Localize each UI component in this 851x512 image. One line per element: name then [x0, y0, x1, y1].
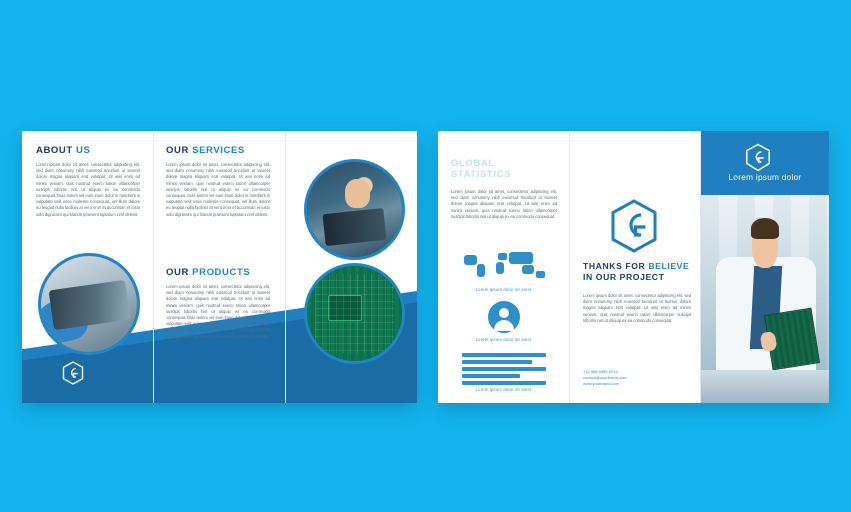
- thanks-title-b: BELIEVE: [648, 261, 690, 271]
- left-brochure-spread: [22, 131, 417, 403]
- about-us-heading: [36, 145, 140, 156]
- contact-phone[interactable]: +12 588 5489 5214: [583, 369, 618, 374]
- bar-chart-icon: [462, 353, 546, 388]
- brand-hexagon-logo: [62, 361, 84, 385]
- brand-hexagon-logo: [745, 143, 771, 172]
- scientist-holding-circuit-board-photo: [701, 195, 829, 403]
- panel-cover: [701, 131, 829, 403]
- thanks-heading: [583, 261, 691, 282]
- panel-thanks: [570, 131, 700, 403]
- statistics-title-line2: GLOBAL STATISTICS: [451, 158, 512, 180]
- panel-images: [286, 131, 417, 403]
- statistics-heading: [451, 147, 557, 180]
- contact-email[interactable]: contact@yourbrand.com: [583, 375, 627, 380]
- thanks-title-a: THANKS FOR: [583, 261, 646, 271]
- products-title-accent: PRODUCTS: [192, 267, 251, 278]
- panel-global-statistics: [438, 131, 569, 403]
- avatar-caption: Lorem ipsum dolor sit amet: [475, 337, 532, 342]
- statistics-title-line1: LAST YEAR: [451, 147, 511, 158]
- products-body: Lorem ipsum dolor sit amet, consectetur adipiscing elit, sed diam nonummy nibh euismod tincidunt ut laoreet dolore magna aliquam erat volutpat. Ut wisi enim ad minim veniam, quis nostrud exerci tation ullamcorper suscipit lobortis nisl ut aliquip ex ea commodo consequat. Duis autem vel eum iriure dolor in hendrerit in vulputate velit esse molestie consequat, vel illum dolore eu feugiat nulla facilisis at vero eros et accumsan et iusto odio dignissim qui blandit praesent luptatum zzril delenit.: [166, 284, 270, 339]
- user-avatar-icon: [488, 301, 520, 333]
- about-title-accent: US: [76, 145, 91, 156]
- services-title-accent: SERVICES: [192, 145, 245, 156]
- circuit-board-photo: [304, 263, 405, 364]
- statistics-body: Lorem ipsum dolor sit amet, consectetur adipiscing elit, sed diam nonummy nibh euismod tincidunt ut laoreet dolore magna aliquam erat volutpat. Ut wisi enim ad minim veniam, quis nostrud exerci tation ullamcorper suscipit lobortis nisl ut aliquip ex ea commodo consequat.: [451, 189, 557, 219]
- products-heading: [166, 267, 270, 278]
- thanks-title-line2: IN OUR PROJECT: [583, 271, 665, 282]
- contact-website[interactable]: www.yourbrand.com: [583, 381, 620, 386]
- about-us-body: Lorem ipsum dolor sit amet, consectetur adipiscing elit, sed diam nonummy nibh euismod tincidunt ut laoreet dolore magna aliquam erat volutpat. Ut wisi enim ad minim veniam, quis nostrud exerci tation ullamcorper suscipit lobortis nisl ut aliquip ex ea commodo consequat. Duis autem vel eum iriure dolor in hendrerit in vulputate velit esse molestie consequat, vel illum dolore eu feugiat nulla facilisis at vero eros et accumsan et iusto odio dignissim qui blandit praesent luptatum zzril delenit.: [36, 162, 140, 217]
- thanks-body: Lorem ipsum dolor sit amet, consectetur adipiscing elit, sed diam nonummy nibh euismod tincidunt ut laoreet dolore magna aliquam erat volutpat. Ut wisi enim ad minim veniam, quis nostrud exerci tation ullamcorper suscipit lobortis nisl ut aliquip ex ea commodo consequat.: [583, 293, 691, 323]
- right-brochure-spread: [438, 131, 829, 403]
- services-title-main: OUR: [166, 145, 189, 156]
- services-heading: [166, 145, 270, 156]
- gloved-hands-laptop-photo: [38, 253, 140, 355]
- panel-about-us: [22, 131, 153, 403]
- map-caption: Lorem ipsum dolor sit amet: [475, 287, 532, 292]
- technician-repair-photo: [304, 159, 405, 260]
- products-title-main: OUR: [166, 267, 189, 278]
- cover-brand-text: Lorem ipsum dolor: [728, 173, 802, 182]
- bars-caption: Lorem ipsum dolor sit amet: [475, 387, 532, 392]
- panel-services-products: [154, 131, 285, 403]
- world-map-icon: [460, 249, 548, 283]
- brand-hexagon-logo: [610, 199, 658, 253]
- about-title-main: ABOUT: [36, 145, 73, 156]
- services-body: Lorem ipsum dolor sit amet, consectetur adipiscing elit, sed diam nonummy nibh euismod tincidunt ut laoreet dolore magna aliquam erat volutpat. Ut wisi enim ad minim veniam, quis nostrud exerci tation ullamcorper suscipit lobortis nisl ut aliquip ex ea commodo consequat. Duis autem vel eum iriure dolor in hendrerit in vulputate velit esse molestie consequat, vel illum dolore eu feugiat nulla facilisis at vero eros et accumsan et iusto odio dignissim qui blandit praesent luptatum zzril delenit.: [166, 162, 270, 217]
